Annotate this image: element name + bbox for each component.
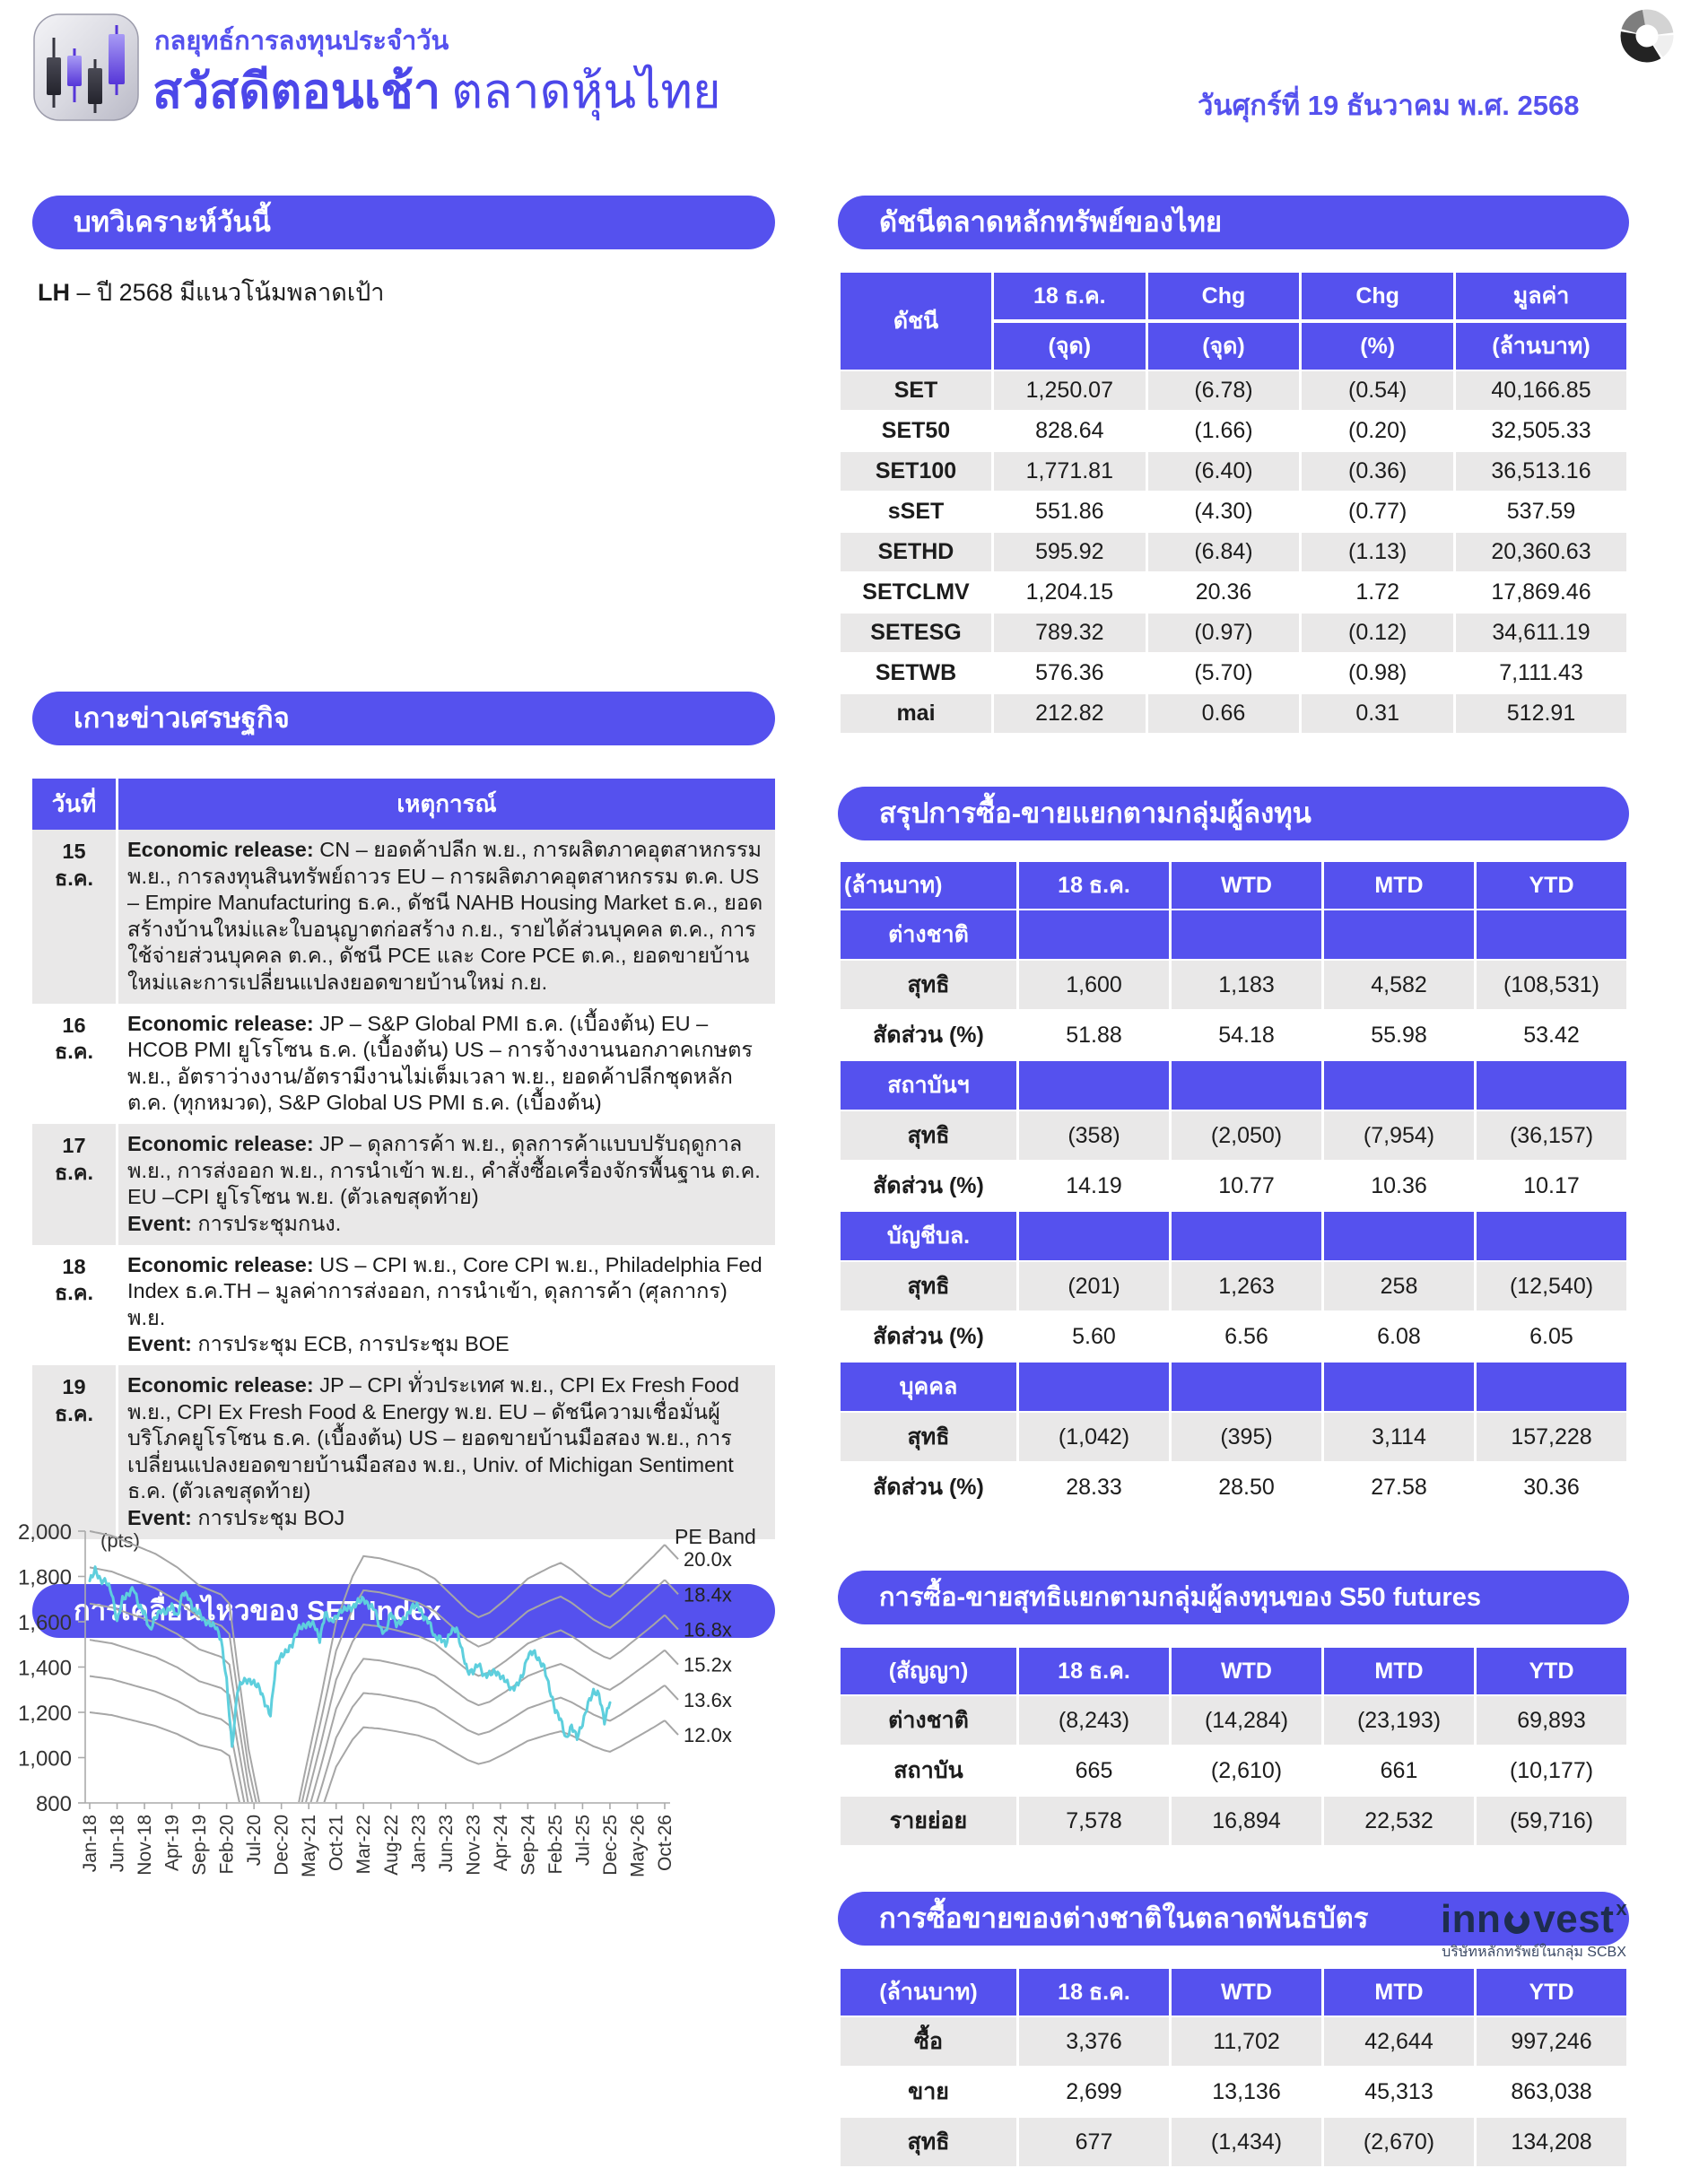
table-row [841,533,1626,571]
row-value: (2,670) [1324,2118,1474,2166]
index-value: (0.54) [1302,371,1453,410]
news-event-item: Economic release: US – CPI พ.ย., Core CPI พ.ย., Philadelphia Fed Index ธ.ค.TH – มูลค่าการส่งออก, การนำเข้า, ดุลการค้า (ศุลกากร) พ.ย. [127,1252,762,1329]
pe-band-line [90,1712,665,1908]
row-value: 661 [1380,1757,1418,1783]
investor-group-spacer [1477,910,1626,959]
col-header: 18 ธ.ค. [1019,1969,1169,2016]
investor-group-row [841,1212,1626,1260]
index-value: (6.84) [1148,533,1300,571]
share-value: 30.36 [1523,1474,1580,1500]
pe-band-label: 16.8x [684,1618,732,1641]
news-event-item: Economic release: JP – CPI ทั่วประเทศ พ.ย., CPI Ex Fresh Food พ.ย., CPI Ex Fresh Food & Energy พ.ย. EU – ดัชนีความเชื่อมั่นผู้บริโภคยูโรโซน ธ.ค. (เบื้องต้น) US – ยอดขายบ้านมือสอง พ.ย., การเปลี่ยนแปลงยอดขายบ้านมือสอง พ.ย., Univ. of Michigan Sentiment ธ.ค. (ตัวเลขสุดท้าย) [127,1372,740,1503]
news-event-item: Event: การประชุม ECB, การประชุม BOE [127,1332,510,1356]
index-value: (0.12) [1302,614,1453,652]
table-row [841,412,1626,450]
net-value: (2,050) [1172,1111,1321,1160]
row-value: 69,893 [1477,1696,1626,1745]
investor-group-row [841,1061,1626,1110]
row-value: 2,699 [1066,2078,1122,2104]
index-value: (0.20) [1348,418,1407,443]
table-row [841,1262,1626,1310]
row-value: 16,894 [1172,1797,1321,1845]
row-value: 677 [1019,2118,1169,2166]
innovest-logo [1386,1897,1682,1963]
index-name: SET50 [881,418,951,443]
table-row [841,1111,1626,1160]
index-col-name: ดัชนี [841,273,991,370]
wordmark-inn: inn [1440,1897,1502,1941]
share-value: 55.98 [1371,1022,1427,1048]
x-tick-label: Feb-20 [216,1815,238,1875]
index-value: 34,611.19 [1456,614,1626,652]
net-value: (201) [1019,1262,1169,1310]
row-value: 997,246 [1477,2017,1626,2066]
row-label: ซื้อ [841,2017,1016,2066]
index-value: 36,513.16 [1456,452,1626,491]
investor-group-name: บุคคล [841,1363,1016,1411]
row-label: สถาบัน [893,1758,963,1783]
table-row [841,452,1626,491]
index-value: 1,204.15 [1025,579,1113,605]
index-value: (1.13) [1302,533,1453,571]
net-value: (1,042) [1019,1413,1169,1461]
index-value: 512.91 [1456,694,1626,733]
pe-band-label: 12.0x [684,1724,732,1747]
logo-ring-icon [1502,1904,1532,1935]
y-tick-label: 1,800 [17,1565,72,1590]
pe-band-label: 15.2x [684,1653,732,1676]
index-value: 1.72 [1355,579,1399,605]
y-axis-unit-label: (pts) [100,1529,140,1552]
table-row [841,1011,1626,1059]
net-value: (36,157) [1477,1111,1626,1160]
index-name: SETCLMV [862,579,970,605]
section-investor-header: สรุปการซื้อ-ขายแยกตามกลุ่มผู้ลงทุน [838,787,1629,840]
net-value: 157,228 [1477,1413,1626,1461]
section-index-header: ดัชนีตลาดหลักทรัพย์ของไทย [838,196,1629,249]
news-event-item: Economic release: CN – ยอดค้าปลีก พ.ย., การผลิตภาคอุตสาหกรรม พ.ย., การลงทุนสินทรัพย์ถาวร EU – การผลิตภาคอุตสาหกรรม ต.ค. US – Empire Manufacturing ธ.ค., ดัชนี NAHB Housing Market ธ.ค., ยอดสร้างบ้านใหม่และใบอนุญาตก่อสร้าง ก.ย., รายได้ส่วนบุคคล ต.ค., การใช้จ่ายส่วนบุคคล ต.ค., ดัชนี PCE และ Core PCE ต.ค., ยอดขายบ้านใหม่และการเปลี่ยนแปลงยอดขายบ้านใหม่ ก.ย. [127,838,763,995]
index-name: SETHD [841,533,991,571]
x-tick-label: Jul-25 [572,1815,594,1867]
section-bond-header: การซื้อขายของต่างชาติในตลาดพันธบัตร [838,1892,1629,1946]
investor-group-spacer [1172,1061,1321,1110]
x-tick-label: Jun-23 [435,1815,457,1873]
net-value: (395) [1172,1413,1321,1461]
section-chart-header: การเคลื่อนไหวของ SET Index [32,1584,775,1638]
x-tick-label: Dec-25 [599,1815,621,1876]
news-date: 19 ธ.ค. [32,1365,118,1539]
row-value: 11,702 [1172,2017,1321,2066]
index-name: SETWB [875,660,957,685]
news-row [32,1365,775,1539]
net-value: (12,540) [1477,1262,1626,1310]
col-header: 18 ธ.ค. [1019,1648,1169,1694]
table-row [841,1463,1626,1511]
table-row [841,492,1626,531]
row-value: 13,136 [1212,2078,1281,2104]
col-header: (ล้านบาท) [841,1969,1016,2016]
section-news-header: เกาะข่าวเศรษฐกิจ [32,692,775,745]
row-value: 134,208 [1477,2118,1626,2166]
row-value: 45,313 [1364,2078,1434,2104]
investor-group-row [841,1363,1626,1411]
row-value: (2,610) [1210,1757,1283,1783]
row-label: สุทธิ [841,2118,1016,2166]
index-value: (0.97) [1148,614,1300,652]
x-tick-label: Feb-25 [545,1815,566,1875]
share-value: 53.42 [1523,1022,1580,1048]
table-row [841,1797,1626,1845]
col-header: WTD [1172,1969,1321,2016]
news-row [32,1245,775,1365]
x-tick-label: Mar-22 [353,1815,375,1875]
share-value: 28.50 [1218,1474,1275,1500]
x-tick-label: Jan-18 [80,1815,100,1873]
index-value: 789.32 [994,614,1146,652]
pe-band-label: 13.6x [684,1688,732,1711]
table-row [841,961,1626,1009]
section-futures-header: การซื้อ-ขายสุทธิแยกตามกลุ่มผู้ลงทุนของ S50 futures [838,1571,1629,1624]
section-analysis-header: บทวิเคราะห์วันนี้ [32,196,775,249]
index-value: 0.66 [1148,694,1300,733]
investor-group-spacer [1019,1212,1169,1260]
col-header: MTD [1324,1648,1474,1694]
index-value: 7,111.43 [1499,660,1583,685]
share-value: 14.19 [1066,1172,1122,1198]
net-value: 1,600 [1019,961,1169,1009]
share-label: สัดส่วน (%) [873,1324,984,1349]
table-row [841,1746,1626,1795]
news-event [118,1245,775,1365]
row-label: รายย่อย [841,1797,1016,1845]
news-col-event: เหตุการณ์ [118,779,775,830]
news-date: 15 ธ.ค. [32,830,118,1004]
index-name: SET [841,371,991,410]
index-value: 537.59 [1506,499,1576,524]
report-date: วันศุกร์ที่ 19 ธันวาคม พ.ศ. 2568 [1198,90,1580,121]
col-header: WTD [1172,1648,1321,1694]
index-name: SETESG [841,614,991,652]
pe-band-label: 18.4x [684,1583,732,1606]
net-value: 1,183 [1172,961,1321,1009]
investor-col: MTD [1324,862,1474,909]
investor-group-spacer [1324,1363,1474,1411]
table-row [841,371,1626,410]
news-date: 17 ธ.ค. [32,1124,118,1244]
index-value: 828.64 [1035,418,1104,443]
page-title [152,52,721,129]
share-label: สัดส่วน (%) [873,1173,984,1198]
table-row [841,1696,1626,1745]
row-value: (10,177) [1509,1757,1594,1783]
news-event [118,1124,775,1244]
y-tick-label: 1,000 [17,1746,72,1772]
investor-group-spacer [1477,1363,1626,1411]
x-tick-label: Apr-19 [161,1815,183,1872]
economic-news-table [32,779,775,1539]
wordmark-x: x [1616,1897,1628,1920]
report-kicker: กลยุทธ์การลงทุนประจำวัน [154,27,449,56]
index-name: mai [841,694,991,733]
share-value: 10.77 [1218,1172,1275,1198]
y-tick-label: 1,600 [17,1611,72,1635]
index-value: 212.82 [994,694,1146,733]
investor-group-name: ต่างชาติ [841,910,1016,959]
x-tick-label: Aug-22 [380,1815,402,1876]
investor-group-spacer [1324,1061,1474,1110]
net-value: (108,531) [1477,961,1626,1009]
analysis-note: – ปี 2568 มีแนวโน้มพลาดเป้า [70,279,385,306]
share-label: สัดส่วน (%) [873,1475,984,1500]
analysis-ticker: LH [38,279,70,306]
investor-group-spacer [1172,1363,1321,1411]
innovest-subtitle: บริษัทหลักทรัพย์ในกลุ่ม SCBX [1442,1945,1626,1960]
x-tick-label: Nov-18 [135,1815,156,1876]
investor-group-spacer [1324,910,1474,959]
news-row [32,1124,775,1244]
x-tick-label: Dec-20 [271,1815,292,1876]
net-label: สุทธิ [841,1262,1016,1310]
net-label: สุทธิ [841,1413,1016,1461]
col-header: YTD [1477,1969,1626,2016]
share-value: 51.88 [1066,1022,1122,1048]
news-date: 16 ธ.ค. [32,1004,118,1124]
index-value: 40,166.85 [1456,371,1626,410]
donut-chart-logo-icon [1618,7,1676,65]
row-value: 7,578 [1019,1797,1169,1845]
y-tick-label: 1,400 [17,1656,72,1681]
share-value: 6.56 [1224,1323,1268,1349]
news-row [32,830,775,1004]
x-tick-label: May-26 [627,1815,649,1878]
index-value: (1.66) [1194,418,1253,443]
x-tick-label: Jul-20 [244,1815,266,1867]
news-event-item: Event: การประชุม BOJ [127,1506,345,1530]
row-label: ต่างชาติ [841,1696,1016,1745]
investor-group-spacer [1477,1061,1626,1110]
index-value: (0.98) [1348,660,1407,685]
page-title-suffix: ตลาดหุ้นไทย [451,65,721,118]
bond-market-table [838,1967,1629,2168]
row-value: 22,532 [1324,1797,1474,1845]
index-value: 17,869.46 [1491,579,1591,605]
table-row [841,2017,1626,2066]
investor-group-row [841,910,1626,959]
thai-index-table: ดัชนี 18 ธ.ค. Chg Chg มูลค่า (จุด) (จุด) (%) (ล้านบาท) SET 1,250.07 (6.78) (0.54) 40,166.85 SET50 828.64 (1.66) (0.20) 32,505.33 SET100 1,771.81 (6.40) (0.36) 36,513.16 sSET 551.86 (4.30) (0.77) 537.59 SETHD 595.92 (6.84) (1.13) 20,360.63 SETCLMV 1,204.15 20.36 1.72 17,869.46 SETESG 789.32 (0.97) (0.12) 34,611.19 SETWB 576.36 (5.70) (0.98) 7,111.43 mai 212.82 0.66 0.31 512.91 [838,271,1629,735]
index-value: (6.40) [1148,452,1300,491]
share-value: 27.58 [1371,1474,1427,1500]
table-row [841,1413,1626,1461]
table-row [841,1312,1626,1361]
row-value: (14,284) [1172,1696,1321,1745]
share-value: 5.60 [1072,1323,1116,1349]
investor-group-spacer [1019,910,1169,959]
index-value: 0.31 [1302,694,1453,733]
index-value: 595.92 [994,533,1146,571]
x-tick-label: Nov-23 [463,1815,484,1876]
set-index-line [90,1567,610,1746]
candlestick-app-icon [32,13,140,122]
row-value: 3,376 [1019,2017,1169,2066]
x-tick-label: May-21 [299,1815,320,1878]
share-value: 6.05 [1529,1323,1573,1349]
news-date: 18 ธ.ค. [32,1245,118,1365]
right-column [838,196,1629,2168]
investor-col: (ล้านบาท) [841,862,1016,909]
index-value: 576.36 [1035,660,1104,685]
table-row [841,614,1626,652]
row-value: 42,644 [1324,2017,1474,2066]
investor-summary-table [838,860,1629,1513]
s50-futures-table [838,1646,1629,1847]
table-row [841,1162,1626,1210]
index-value: (0.36) [1302,452,1453,491]
net-label: สุทธิ [841,961,1016,1009]
col-header: YTD [1477,1648,1626,1694]
news-row [32,1004,775,1124]
net-value: 3,114 [1324,1413,1474,1461]
analysis-text [38,273,770,311]
news-col-date: วันที่ [32,779,118,830]
x-tick-label: Oct-21 [326,1815,347,1872]
share-value: 10.17 [1523,1172,1580,1198]
investor-group-spacer [1172,1212,1321,1260]
index-value: 551.86 [1035,499,1104,524]
x-tick-label: Sep-24 [518,1815,539,1876]
investor-group-spacer [1019,1061,1169,1110]
x-tick-label: Jan-23 [408,1815,430,1873]
set-index-pe-band-chart [0,1520,775,1897]
pe-band-label: 20.0x [684,1548,732,1572]
row-label: ขาย [908,2079,949,2104]
investor-col: YTD [1477,862,1626,909]
index-value: 1,250.07 [994,371,1146,410]
investor-group-spacer [1172,910,1321,959]
net-value: 4,582 [1324,961,1474,1009]
investor-group-name: สถาบันฯ [841,1061,1016,1110]
investor-col: WTD [1172,862,1321,909]
table-row [841,2118,1626,2166]
left-column [32,196,775,1638]
index-value: 20,360.63 [1456,533,1626,571]
net-value: 258 [1324,1262,1474,1310]
index-name: sSET [887,499,945,524]
news-event-item: Economic release: JP – ดุลการค้า พ.ย., ดุลการค้าแบบปรับฤดูกาล พ.ย., การส่งออก พ.ย., การนำเข้า พ.ย., คำสั่งซื้อเครื่องจักรพื้นฐาน ต.ค. EU –CPI ยูโรโซน พ.ย. (ตัวเลขสุดท้าย) [127,1132,761,1209]
news-event [118,1365,775,1539]
x-tick-label: Oct-26 [655,1815,675,1872]
investor-col: 18 ธ.ค. [1019,862,1169,909]
x-tick-label: Sep-19 [189,1815,211,1876]
investor-group-spacer [1324,1212,1474,1260]
index-value: (5.70) [1194,660,1253,685]
net-value: (7,954) [1324,1111,1474,1160]
net-value: 1,263 [1172,1262,1321,1310]
y-tick-label: 1,200 [17,1702,72,1726]
col-header: (สัญญา) [841,1648,1016,1694]
index-value: 32,505.33 [1491,418,1591,443]
news-event [118,1004,775,1124]
x-tick-label: Jun-18 [107,1815,128,1873]
share-value: 28.33 [1066,1474,1122,1500]
wordmark-vest: vest [1533,1897,1615,1941]
index-value: (0.77) [1348,499,1407,524]
page-title-main: สวัสดีตอนเช้า [152,65,441,118]
share-value: 6.08 [1377,1323,1421,1349]
index-name: SET100 [841,452,991,491]
news-event [118,830,775,1004]
investor-group-spacer [1019,1363,1169,1411]
row-value: (8,243) [1019,1696,1169,1745]
news-event-item: Economic release: JP – S&P Global PMI ธ.ค. (เบื้องต้น) EU –HCOB PMI ยูโรโซน ธ.ค. (เบื้องต้น) US – การจ้างงานนอกภาคเกษตร พ.ย., อัตราว่างงาน/อัตรามีงานไม่เต็มเวลา พ.ย., ยอดค้าปลีกชุดหลัก ต.ค. (ทุกหมวด), S&P Global US PMI ธ.ค. (เบื้องต้น) [127,1011,754,1115]
innovest-wordmark [1440,1897,1628,1941]
table-row [841,694,1626,733]
x-tick-label: Apr-24 [490,1815,511,1872]
row-value: (59,716) [1477,1797,1626,1845]
investor-group-spacer [1477,1212,1626,1260]
row-value: 863,038 [1511,2078,1592,2104]
row-value: (1,434) [1172,2118,1321,2166]
share-value: 10.36 [1371,1172,1427,1198]
table-row [841,2068,1626,2116]
col-header: MTD [1324,1969,1474,2016]
investor-group-name: บัญชีบล. [841,1212,1016,1260]
table-row [841,573,1626,612]
row-value: 665 [1075,1757,1113,1783]
table-row [841,654,1626,692]
index-value: 1,771.81 [994,452,1146,491]
row-value: (23,193) [1324,1696,1474,1745]
y-tick-label: 800 [35,1792,72,1816]
net-value: (358) [1019,1111,1169,1160]
index-value: 20.36 [1195,579,1252,605]
share-label: สัดส่วน (%) [873,1023,984,1048]
index-value: (6.78) [1148,371,1300,410]
net-label: สุทธิ [841,1111,1016,1160]
index-value: (4.30) [1194,499,1253,524]
pe-band-legend-title: PE Band [675,1525,756,1548]
news-event-item: Event: การประชุมกนง. [127,1211,342,1235]
share-value: 54.18 [1218,1022,1275,1048]
y-tick-label: 2,000 [17,1520,72,1545]
